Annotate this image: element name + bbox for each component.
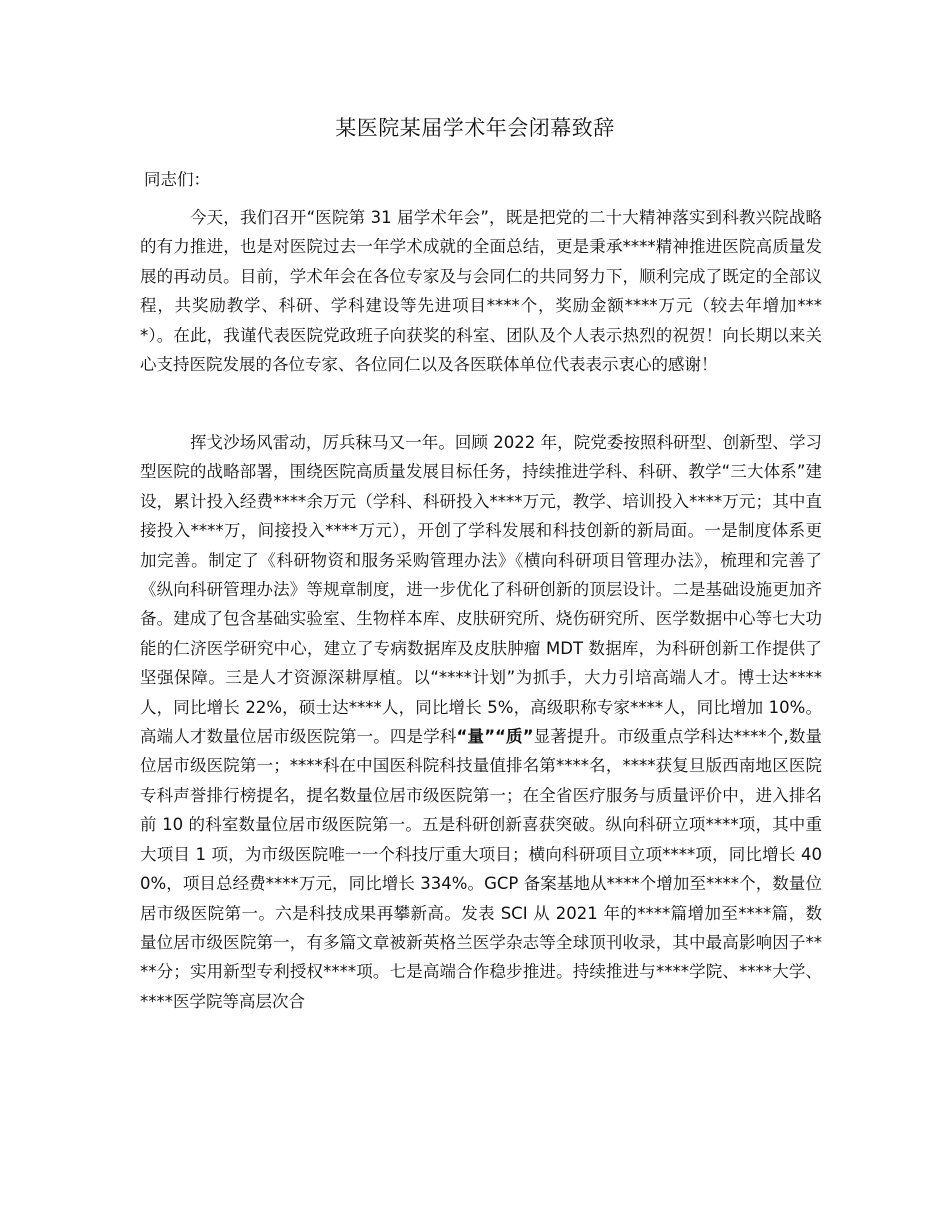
salutation: 同志们： — [144, 170, 210, 189]
paragraph-review-text-a: 挥戈沙场风雷动，厉兵秣马又一年。回顾 2022 年，院党委按照科研型、创新型、学习型医院的战略部署，围绕医院高质量发展目标任务，持续推进学科、科研、教学“三大体系”建设，累计投入经费****余万元（学科、科研投入****万元，教学、培训投入****万元；其中直接投入****万，间接投入****万元），开创了学科发展和科技创新的新局面。一是制度体系更加完善。制定了《科研物资和服务采购管理办法》《横向科研项目管理办法》，梳理和完善了《纵向科研管理办法》等规章制度，进一步优化了科研创新的顶层设计。二是基础设施更加齐备。建成了包含基础实验室、生物样本库、皮肤研究所、烧伤研究所、医学数据中心等七大功能的仁济医学研究中心，建立了专病数据库及皮肤肿瘤 MDT 数据库，为科研创新工作提供了坚强保障。三是人才资源深耕厚植。以“****计划”为抓手，大力引培高端人才。博士达****人，同比增长 22%，硕士达****人，同比增长 5%，高级职称专家****人，同比增加 10%。高端人才数量位居市级医院第一。四是学科 — [140, 433, 822, 747]
document-title: 某医院某届学术年会闭幕致辞 — [335, 116, 615, 140]
paragraph-review — [140, 428, 822, 1016]
emphasis-quantity-quality: “量”“质” — [456, 727, 534, 747]
paragraph-review-text-b: 显著提升。市级重点学科达****个,数量位居市级医院第一；****科在中国医科院科技量值排名第****名，****获复旦版西南地区医院专科声誉排行榜提名，提名数量位居市级医院第一；在全省医疗服务与质量评价中，进入排名前 10 的科室数量位居市级医院第一。五是科研创新喜获突破。纵向科研立项****项，其中重大项目 1 项，为市级医院唯一一个科技厅重大项目；横向科研项目立项****项，同比增长 400%，项目总经费****万元，同比增长 334%。GCP 备案基地从****个增加至****个，数量位居市级医院第一。六是科技成果再攀新高。发表 SCI 从 2021 年的****篇增加至****篇，数量位居市级医院第一，有多篇文章被新英格兰医学杂志等全球顶刊收录，其中最高影响因子****分；实用新型专利授权****项。七是高端合作稳步推进。持续推进与****学院、****大学、****医学院等高层次合 — [140, 727, 822, 1011]
paragraph-opening: 今天，我们召开“医院第 31 届学术年会”，既是把党的二十大精神落实到科教兴院战略的有力推进，也是对医院过去一年学术成就的全面总结，更是秉承****精神推进医院高质量发展的再动员。目前，学术年会在各位专家及与会同仁的共同努力下，顺利完成了既定的全部议程，共奖励教学、科研、学科建设等先进项目****个，奖励金额****万元（较去年增加****）。在此，我谨代表医院党政班子向获奖的科室、团队及个人表示热烈的祝贺！向长期以来关心支持医院发展的各位专家、各位同仁以及各医联体单位代表表示衷心的感谢！ — [140, 208, 822, 375]
